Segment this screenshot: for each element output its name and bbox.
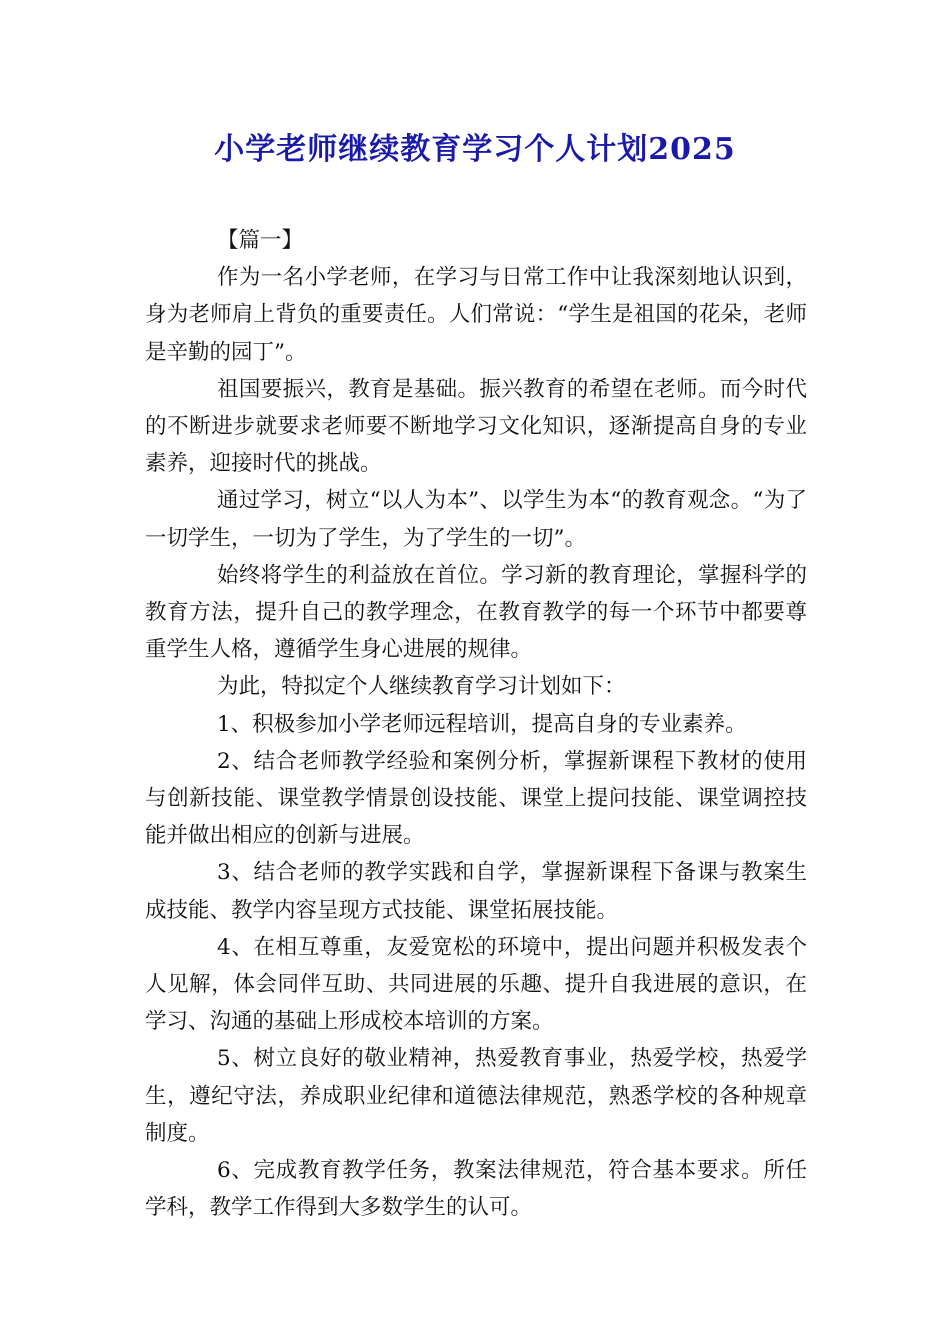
plan-item: 3、结合老师的教学实践和自学，掌握新课程下备课与教案生成技能、教学内容呈现方式技能、课堂拓展技能。 xyxy=(145,860,807,923)
document-title: 小学老师继续教育学习个人计划2025 xyxy=(214,132,736,167)
section-heading: 【篇一】 xyxy=(217,228,304,253)
plan-item: 5、树立良好的敬业精神，热爱教育事业，热爱学校，热爱学生，遵纪守法，养成职业纪律和道德法律规范，熟悉学校的各种规章制度。 xyxy=(145,1046,807,1146)
plan-item: 2、结合老师教学经验和案例分析，掌握新课程下教材的使用与创新技能、课堂教学情景创设技能、课堂上提问技能、课堂调控技能并做出相应的创新与进展。 xyxy=(145,748,807,849)
paragraph: 作为一名小学老师，在学习与日常工作中让我深刻地认识到，身为老师肩上背负的重要责任。人们常说：“学生是祖国的花朵，老师是辛勤的园丁”。 xyxy=(145,265,807,365)
plan-item: 1、积极参加小学老师远程培训，提高自身的专业素养。 xyxy=(217,711,747,737)
paragraph: 祖国要振兴，教育是基础。振兴教育的希望在老师。而今时代的不断进步就要求老师要不断地学习文化知识，逐渐提高自身的专业素养，迎接时代的挑战。 xyxy=(145,376,807,477)
document-body xyxy=(145,222,807,1226)
paragraph: 为此，特拟定个人继续教育学习计划如下： xyxy=(217,674,626,700)
paragraph: 通过学习，树立“以人为本”、以学生为本“的教育观念。“为了一切学生，一切为了学生，为了学生的一切”。 xyxy=(145,488,807,551)
paragraph: 始终将学生的利益放在首位。学习新的教育理论，掌握科学的教育方法，提升自己的教学理念，在教育教学的每一个环节中都要尊重学生人格，遵循学生身心进展的规律。 xyxy=(145,562,807,663)
plan-item: 4、在相互尊重，友爱宽松的环境中，提出问题并积极发表个人见解，体会同伴互助、共同进展的乐趣、提升自我进展的意识，在学习、沟通的基础上形成校本培训的方案。 xyxy=(145,934,807,1035)
plan-item: 6、完成教育教学任务，教案法律规范，符合基本要求。所任学科，教学工作得到大多数学生的认可。 xyxy=(145,1158,807,1221)
